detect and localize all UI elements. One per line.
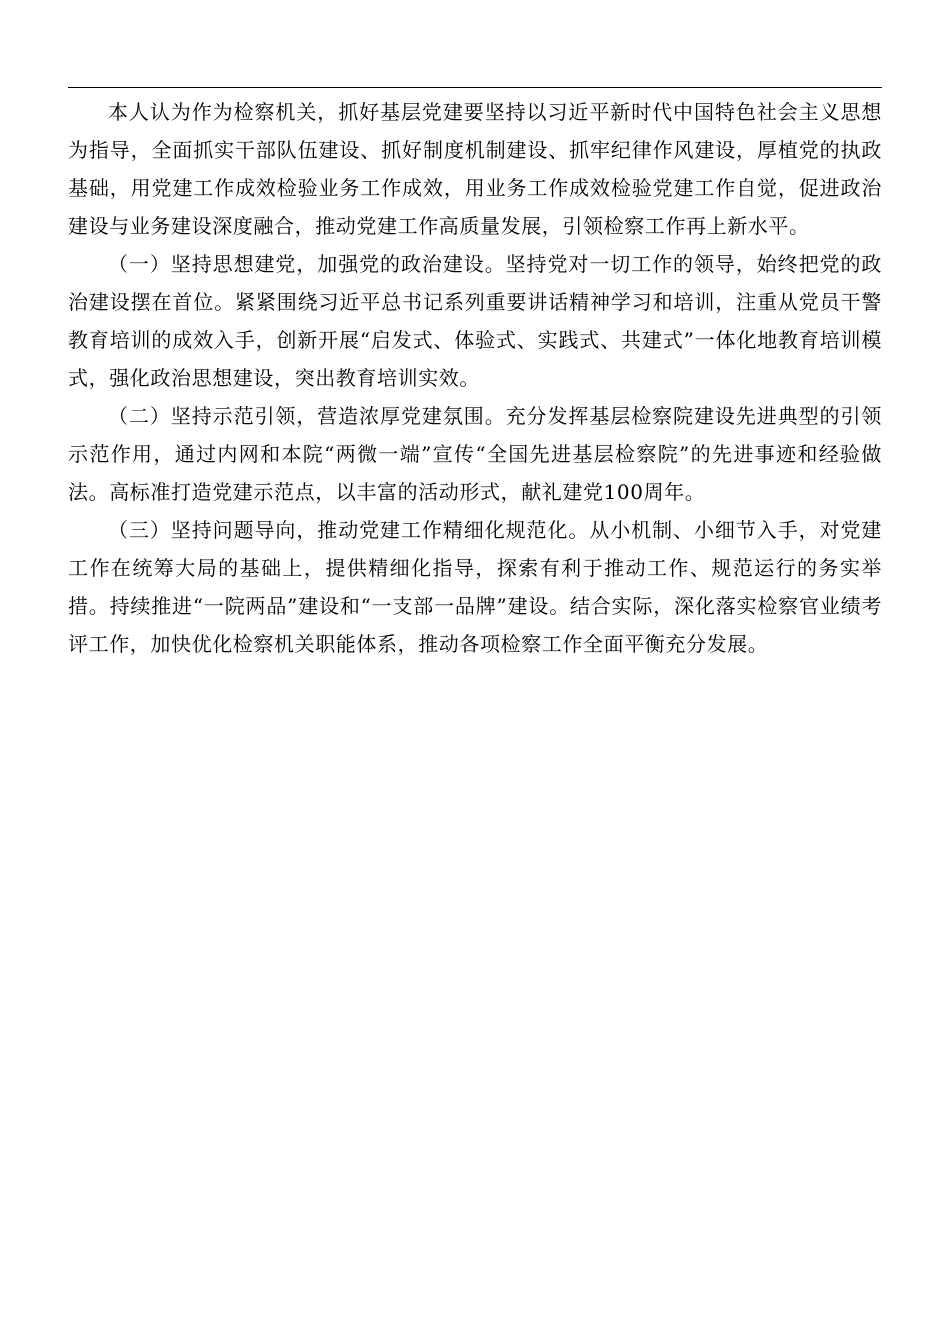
paragraph-section-3: （三）坚持问题导向，推动党建工作精细化规范化。从小机制、小细节入手，对党建工作在统筹大局的基础上，提供精细化指导，探索有利于推动工作、规范运行的务实举措。持续推进“一院两品”建设和“一支部一品牌”建设。结合实际，深化落实检察官业绩考评工作，加快优化检察机关职能体系，推动各项检察工作全面平衡充分发展。: [68, 518, 882, 656]
paragraph-section-2: （二）坚持示范引领，营造浓厚党建氛围。充分发挥基层检察院建设先进典型的引领示范作用，通过内网和本院“两微一端”宣传“全国先进基层检察院”的先进事迹和经验做法。高标准打造党建示范点，以丰富的活动形式，献礼建党100周年。: [68, 404, 882, 504]
document-body: [68, 93, 882, 663]
paragraph-intro: 本人认为作为检察机关，抓好基层党建要坚持以习近平新时代中国特色社会主义思想为指导，全面抓实干部队伍建设、抓好制度机制建设、抓牢纪律作风建设，厚植党的执政基础，用党建工作成效检验业务工作成效，用业务工作成效检验党建工作自觉，促进政治建设与业务建设深度融合，推动党建工作高质量发展，引领检察工作再上新水平。: [68, 100, 882, 238]
header-divider: [68, 87, 882, 88]
paragraph-section-1: （一）坚持思想建党，加强党的政治建设。坚持党对一切工作的领导，始终把党的政治建设摆在首位。紧紧围绕习近平总书记系列重要讲话精神学习和培训，注重从党员干警教育培训的成效入手，创新开展“启发式、体验式、实践式、共建式”一体化地教育培训模式，强化政治思想建设，突出教育培训实效。: [68, 252, 882, 390]
